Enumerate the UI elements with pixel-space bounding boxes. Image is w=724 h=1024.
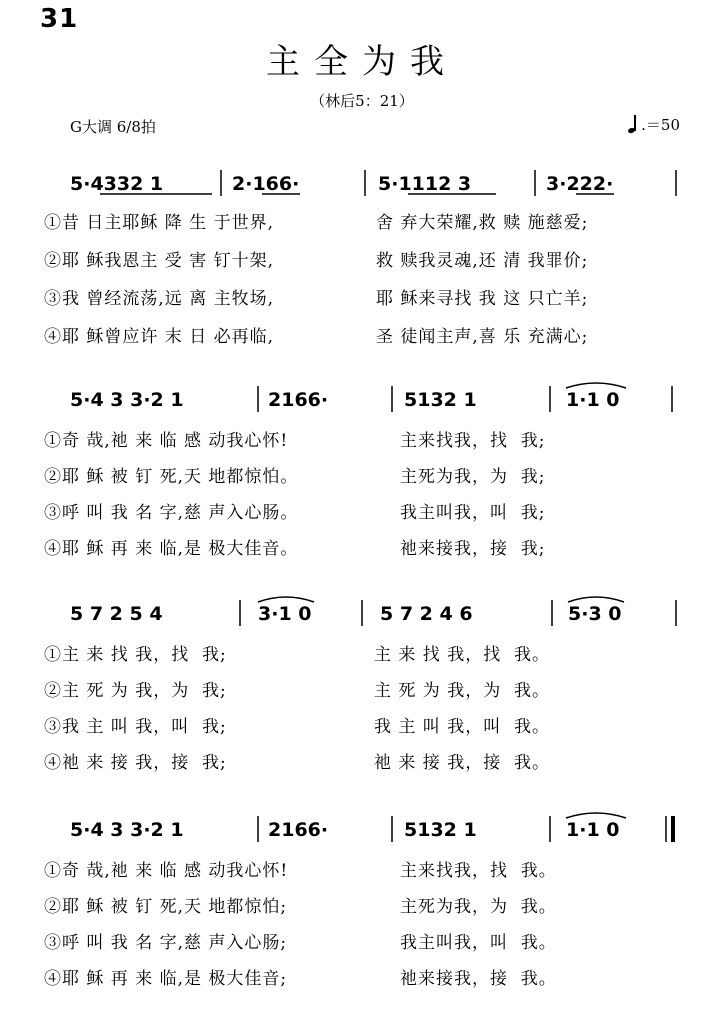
notation-line-4: [0, 814, 724, 844]
tempo-marking: [627, 114, 680, 135]
notation-measure: 3·222·: [546, 173, 614, 195]
notation-svg-2: [0, 384, 724, 418]
quarter-note-icon: [627, 115, 641, 133]
notation-measure: 5·4332 1: [70, 173, 164, 195]
notation-svg-4: [0, 814, 724, 848]
key-signature: G大调 6/8拍: [70, 118, 156, 136]
notation-measure: 5132 1: [404, 389, 477, 411]
notation-line-3: [0, 598, 724, 628]
hymn-number: 31: [40, 4, 79, 34]
notation-measure: 1·1 0: [566, 819, 620, 841]
notation-svg-1: [0, 168, 724, 202]
tie-arc: [566, 813, 626, 818]
tie-arc: [568, 597, 624, 602]
hymn-title: 主全为我: [266, 42, 458, 82]
notation-measure: 5 7 2 5 4: [70, 603, 163, 625]
notation-svg-3: [0, 598, 724, 632]
tie-arc: [566, 383, 626, 388]
final-bar-thick: [671, 816, 675, 842]
notation-measure: 5·3 0: [568, 603, 622, 625]
notation-measure: 5·1112 3: [378, 173, 472, 195]
notation-line-2: [0, 384, 724, 414]
notation-measure: 2166·: [268, 819, 329, 841]
scripture-reference: （林后5：21）: [310, 92, 414, 110]
notation-measure: 2·166·: [232, 173, 300, 195]
tempo-value: .＝50: [641, 116, 680, 134]
notation-measure: 3·1 0: [258, 603, 312, 625]
notation-measure: 5 7 2 4 6: [380, 603, 473, 625]
notation-line-1: [0, 168, 724, 198]
notation-measure: 5132 1: [404, 819, 477, 841]
notation-measure: 2166·: [268, 389, 329, 411]
tie-arc: [258, 597, 314, 602]
notation-measure: 5·4 3 3·2 1: [70, 389, 184, 411]
notation-measure: 5·4 3 3·2 1: [70, 819, 184, 841]
notation-measure: 1·1 0: [566, 389, 620, 411]
